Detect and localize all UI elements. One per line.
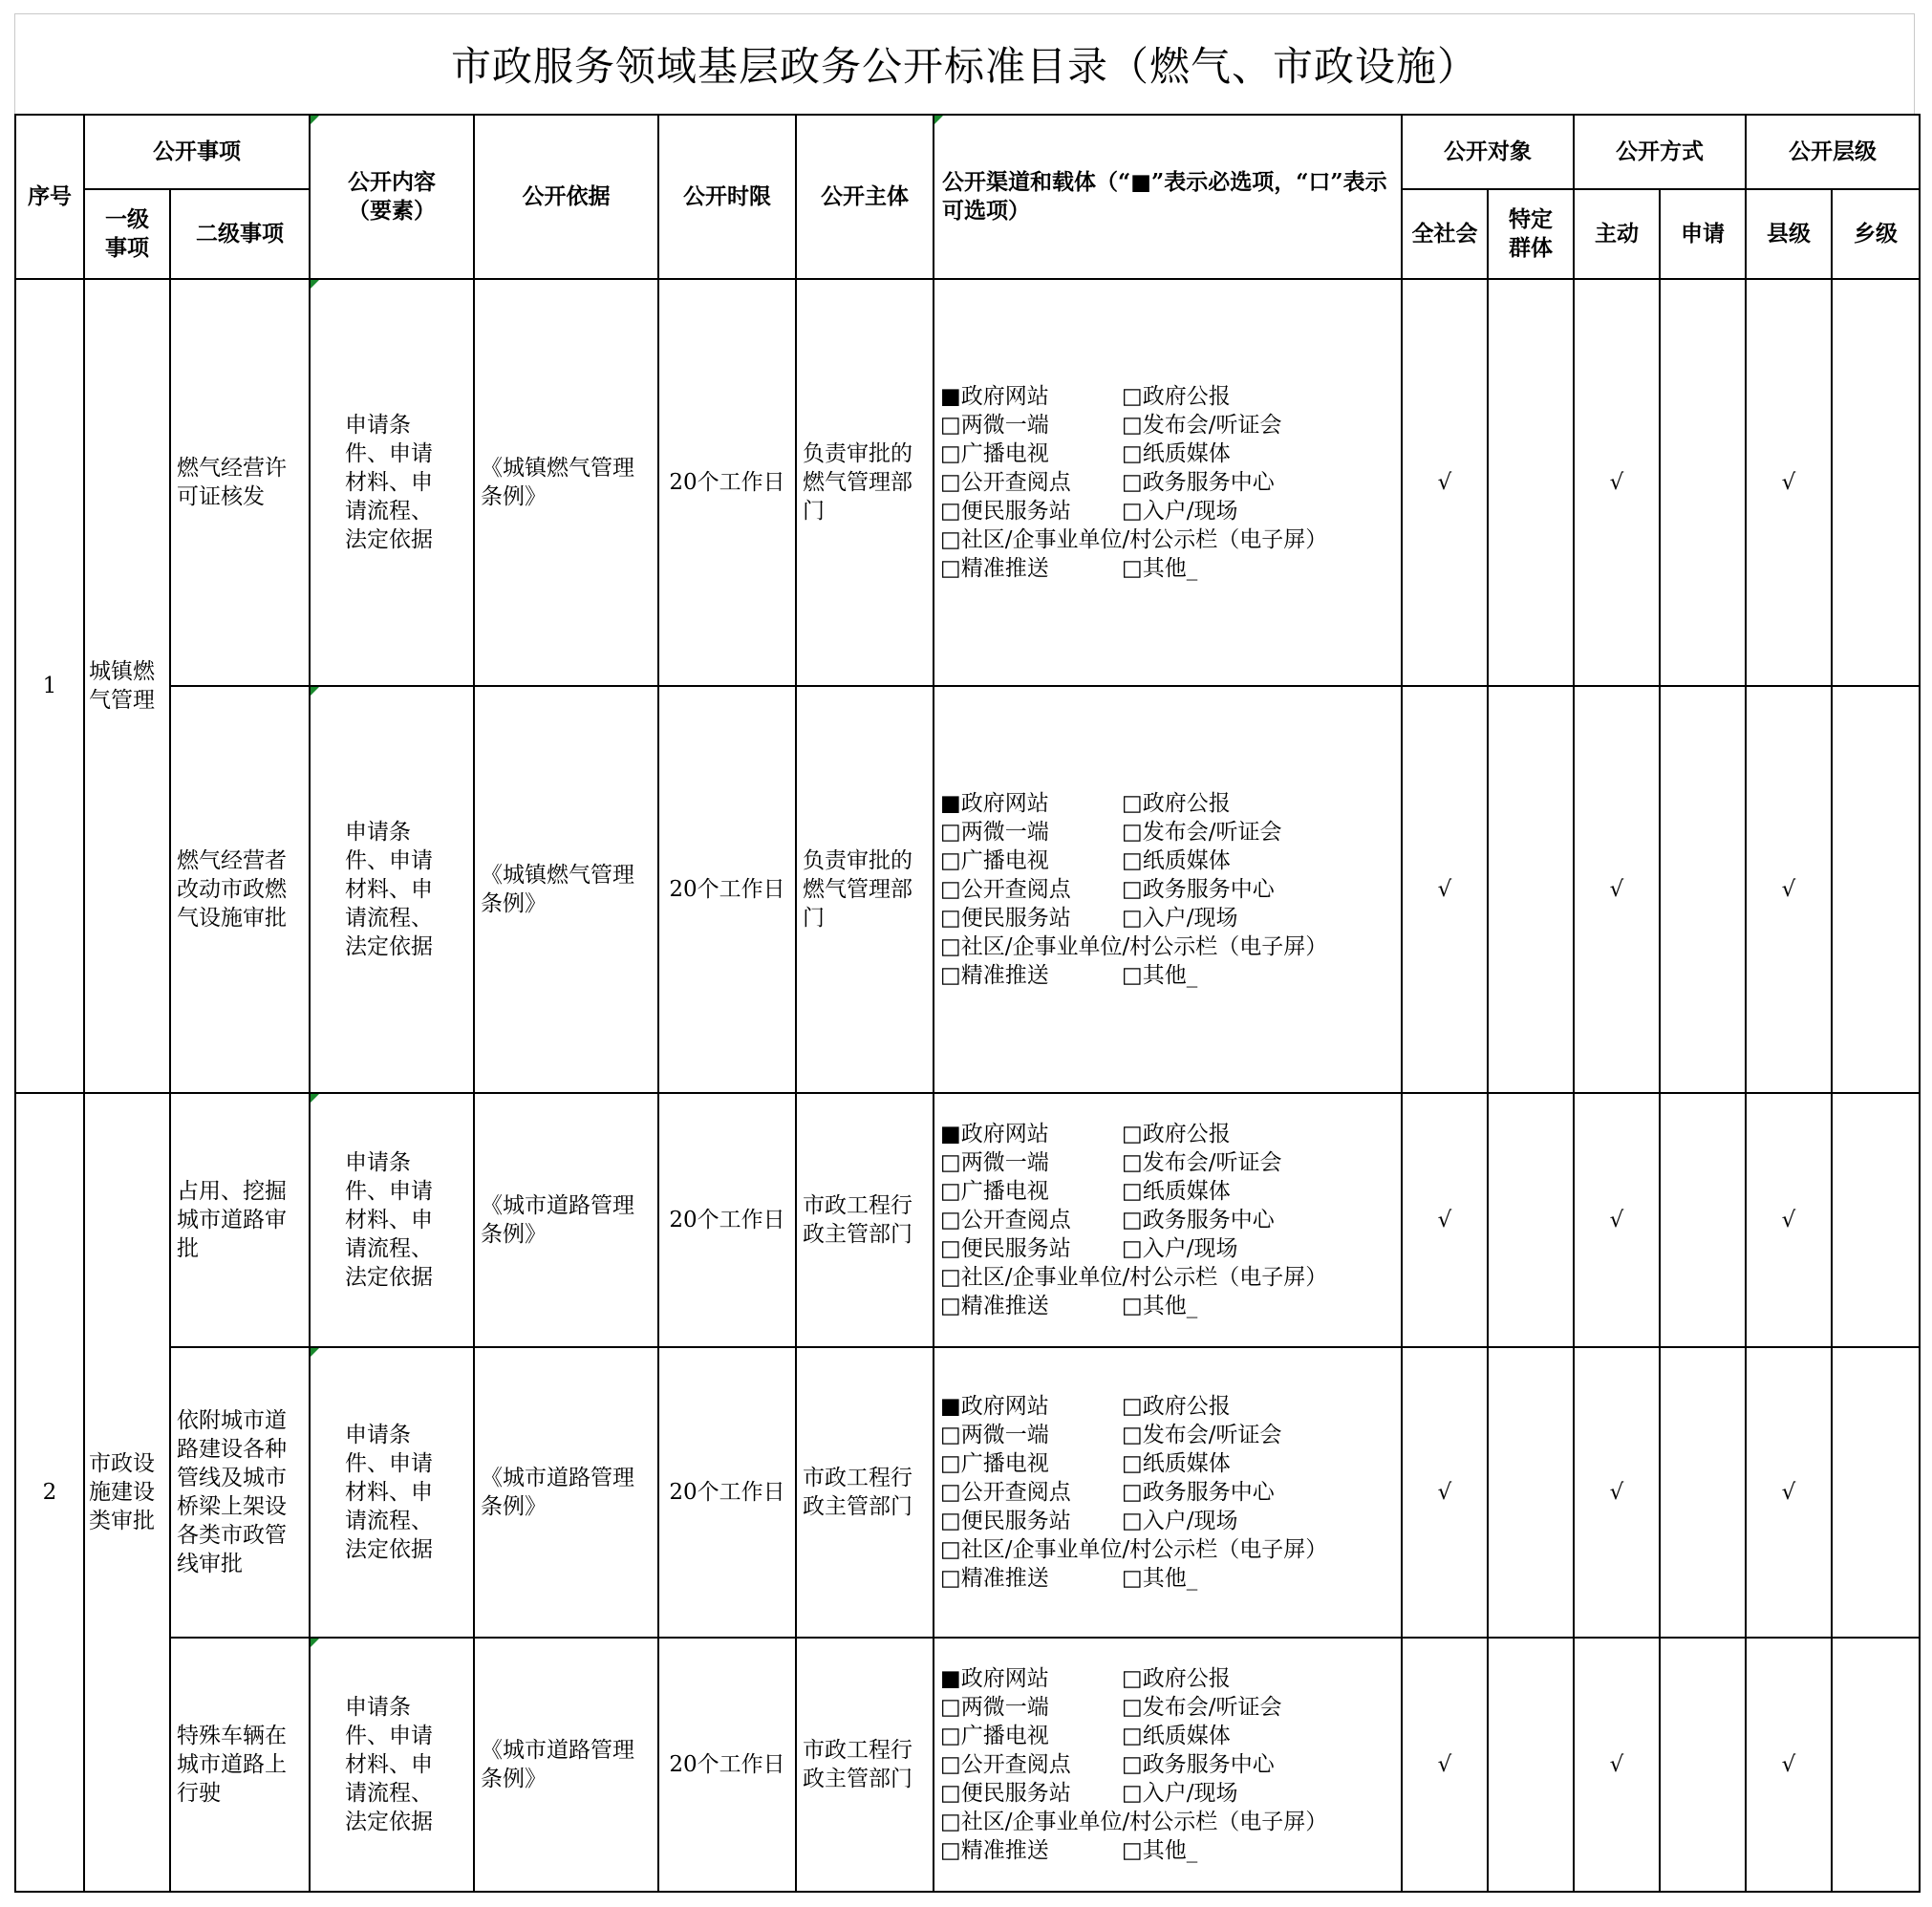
method-active-cell: √ [1574, 279, 1660, 686]
channel-option: □入户/现场 [1122, 1509, 1238, 1533]
level1-cell: 市政设施建设类审批 [84, 1093, 170, 1892]
header-content: 公开内容（要素） [310, 115, 474, 279]
header-subject: 公开主体 [796, 115, 934, 279]
channel-option: □纸质媒体 [1122, 1179, 1231, 1204]
channel-option: □精准推送 [940, 963, 1049, 988]
channel-option: □两微一端 [940, 1695, 1049, 1720]
time-limit-cell: 20个工作日 [658, 279, 796, 686]
channel-option: □发布会/听证会 [1122, 413, 1282, 438]
basis-cell: 《城镇燃气管理条例》 [474, 279, 658, 686]
target-group-cell [1488, 686, 1574, 1093]
table-row [15, 1638, 1920, 1892]
channel-line [940, 1478, 1395, 1507]
channel-option: □社区/企事业单位/村公示栏（电子屏） [940, 527, 1328, 552]
channel-option: □便民服务站 [940, 499, 1071, 524]
level2-cell: 特殊车辆在城市道路上行驶 [170, 1638, 310, 1892]
basis-cell: 《城市道路管理条例》 [474, 1093, 658, 1347]
channel-option: □纸质媒体 [1122, 1724, 1231, 1748]
channel-line [940, 904, 1395, 932]
channel-line [940, 1177, 1395, 1206]
channel-line [940, 961, 1395, 990]
level-town-cell [1832, 279, 1920, 686]
level2-cell: 占用、挖掘城市道路审批 [170, 1093, 310, 1347]
method-apply-cell [1660, 1093, 1746, 1347]
level-town-cell [1832, 1347, 1920, 1638]
channel-option: □入户/现场 [1122, 906, 1238, 931]
time-limit-cell: 20个工作日 [658, 1638, 796, 1892]
header-target: 公开对象 [1402, 115, 1574, 189]
channel-option: □政务服务中心 [1122, 1752, 1275, 1777]
channel-line [940, 875, 1395, 904]
channel-option: □公开查阅点 [940, 470, 1071, 495]
channel-line [940, 554, 1395, 583]
basis-cell: 《城市道路管理条例》 [474, 1347, 658, 1638]
header-basis: 公开依据 [474, 115, 658, 279]
channel-line [940, 1206, 1395, 1234]
channel-option: □两微一端 [940, 1150, 1049, 1175]
channels-cell [934, 279, 1402, 686]
level2-cell: 依附城市道路建设各种管线及城市桥梁上架设各类市政管线审批 [170, 1347, 310, 1638]
channel-option: □政府公报 [1122, 1122, 1231, 1146]
channel-option: □便民服务站 [940, 906, 1071, 931]
seq-cell: 2 [15, 1093, 84, 1892]
subject-cell: 市政工程行政主管部门 [796, 1638, 934, 1892]
channel-option: □公开查阅点 [940, 1208, 1071, 1232]
content-cell: 申请条件、申请材料、申请流程、法定依据 [310, 686, 474, 1093]
channel-option: □发布会/听证会 [1122, 1695, 1282, 1720]
channel-line [940, 1564, 1395, 1593]
header-level: 公开层级 [1746, 115, 1920, 189]
target-group-cell [1488, 1347, 1574, 1638]
channel-option: □社区/企事业单位/村公示栏（电子屏） [940, 1810, 1328, 1834]
header-target-group: 特定群体 [1488, 189, 1574, 279]
table-row [15, 1347, 1920, 1638]
channel-option: □发布会/听证会 [1122, 820, 1282, 845]
time-limit-cell: 20个工作日 [658, 1347, 796, 1638]
channel-line [940, 497, 1395, 525]
method-active-cell: √ [1574, 1093, 1660, 1347]
channel-line [940, 1507, 1395, 1535]
channel-line [940, 1263, 1395, 1292]
channel-line [940, 1750, 1395, 1779]
channel-option: □广播电视 [940, 1179, 1049, 1204]
header-time-limit: 公开时限 [658, 115, 796, 279]
channel-line [940, 1808, 1395, 1836]
header-level-town: 乡级 [1832, 189, 1920, 279]
content-cell: 申请条件、申请材料、申请流程、法定依据 [310, 279, 474, 686]
channel-option: □广播电视 [940, 1451, 1049, 1476]
channel-option: □纸质媒体 [1122, 441, 1231, 466]
channel-line [940, 1120, 1395, 1148]
method-apply-cell [1660, 1347, 1746, 1638]
level-county-cell: √ [1746, 279, 1832, 686]
channel-line [940, 846, 1395, 875]
channel-option: □政府公报 [1122, 384, 1231, 409]
table-row [15, 686, 1920, 1093]
time-limit-cell: 20个工作日 [658, 1093, 796, 1347]
channels-cell [934, 686, 1402, 1093]
content-cell: 申请条件、申请材料、申请流程、法定依据 [310, 1638, 474, 1892]
channel-line [940, 1836, 1395, 1865]
channel-option: □纸质媒体 [1122, 1451, 1231, 1476]
header-items: 公开事项 [84, 115, 310, 189]
channel-option: □精准推送 [940, 1838, 1049, 1863]
channel-option: □两微一端 [940, 1423, 1049, 1447]
channel-option: □纸质媒体 [1122, 848, 1231, 873]
channel-line [940, 818, 1395, 846]
channel-option: □公开查阅点 [940, 1480, 1071, 1505]
channel-option: □发布会/听证会 [1122, 1150, 1282, 1175]
level-county-cell: √ [1746, 686, 1832, 1093]
channel-option: □其他_ [1122, 1838, 1198, 1863]
channel-option: □精准推送 [940, 556, 1049, 581]
channel-option: □广播电视 [940, 1724, 1049, 1748]
header-method-apply: 申请 [1660, 189, 1746, 279]
channel-line [940, 439, 1395, 468]
level-town-cell [1832, 686, 1920, 1093]
level-county-cell: √ [1746, 1638, 1832, 1892]
target-group-cell [1488, 1093, 1574, 1347]
level-county-cell: √ [1746, 1347, 1832, 1638]
header-level1: 一级事项 [84, 189, 170, 279]
header-method-active: 主动 [1574, 189, 1660, 279]
channels-cell [934, 1638, 1402, 1892]
subject-cell: 负责审批的燃气管理部门 [796, 686, 934, 1093]
method-active-cell: √ [1574, 686, 1660, 1093]
header-level2: 二级事项 [170, 189, 310, 279]
channel-line [940, 525, 1395, 554]
channel-option: □社区/企事业单位/村公示栏（电子屏） [940, 1265, 1328, 1290]
channel-option: ■政府网站 [940, 1122, 1049, 1146]
channels-cell [934, 1347, 1402, 1638]
channel-option: □便民服务站 [940, 1509, 1071, 1533]
channel-option: ■政府网站 [940, 1666, 1049, 1691]
channel-line [940, 1392, 1395, 1421]
target-group-cell [1488, 1638, 1574, 1892]
watermark [1808, 1806, 1875, 1853]
header-level-county: 县级 [1746, 189, 1832, 279]
header-channels: 公开渠道和载体（“■”表示必选项，“口”表示可选项） [934, 115, 1402, 279]
channel-option: □政府公报 [1122, 1666, 1231, 1691]
channel-line [940, 1292, 1395, 1320]
channel-option: □两微一端 [940, 820, 1049, 845]
method-active-cell: √ [1574, 1347, 1660, 1638]
document-title: 市政服务领域基层政务公开标准目录（燃气、市政设施） [14, 13, 1915, 114]
channel-option: □其他_ [1122, 556, 1198, 581]
method-apply-cell [1660, 279, 1746, 686]
channel-line [940, 1664, 1395, 1693]
channel-option: □其他_ [1122, 963, 1198, 988]
content-cell: 申请条件、申请材料、申请流程、法定依据 [310, 1093, 474, 1347]
channel-option: □公开查阅点 [940, 1752, 1071, 1777]
basis-cell: 《城市道路管理条例》 [474, 1638, 658, 1892]
header-seq: 序号 [15, 115, 84, 279]
level2-cell: 燃气经营许可证核发 [170, 279, 310, 686]
channel-option: ■政府网站 [940, 384, 1049, 409]
time-limit-cell: 20个工作日 [658, 686, 796, 1093]
target-all-cell: √ [1402, 279, 1488, 686]
channel-option: □政府公报 [1122, 1394, 1231, 1419]
channel-option: ■政府网站 [940, 791, 1049, 816]
header-method: 公开方式 [1574, 115, 1746, 189]
channel-option: □政务服务中心 [1122, 1208, 1275, 1232]
content-cell: 申请条件、申请材料、申请流程、法定依据 [310, 1347, 474, 1638]
channel-line [940, 1449, 1395, 1478]
subject-cell: 市政工程行政主管部门 [796, 1347, 934, 1638]
channel-line [940, 1693, 1395, 1722]
table-row [15, 279, 1920, 686]
subject-cell: 市政工程行政主管部门 [796, 1093, 934, 1347]
channel-option: □入户/现场 [1122, 499, 1238, 524]
channel-option: □入户/现场 [1122, 1781, 1238, 1806]
target-all-cell: √ [1402, 1347, 1488, 1638]
basis-cell: 《城镇燃气管理条例》 [474, 686, 658, 1093]
channel-line [940, 382, 1395, 411]
channel-option: □两微一端 [940, 413, 1049, 438]
channel-option: □广播电视 [940, 848, 1049, 873]
channel-option: □政务服务中心 [1122, 470, 1275, 495]
target-group-cell [1488, 279, 1574, 686]
channel-line [940, 1779, 1395, 1808]
channel-line [940, 468, 1395, 497]
channel-option: □广播电视 [940, 441, 1049, 466]
channel-option: □政府公报 [1122, 791, 1231, 816]
channel-line [940, 1535, 1395, 1564]
channel-line [940, 1148, 1395, 1177]
level2-cell: 燃气经营者改动市政燃气设施审批 [170, 686, 310, 1093]
header-target-all: 全社会 [1402, 189, 1488, 279]
seq-cell: 1 [15, 279, 84, 1093]
catalog-table [14, 114, 1921, 1893]
target-all-cell: √ [1402, 1093, 1488, 1347]
channel-option: ■政府网站 [940, 1394, 1049, 1419]
channel-option: □公开查阅点 [940, 877, 1071, 902]
channel-line [940, 411, 1395, 439]
channel-option: □精准推送 [940, 1294, 1049, 1318]
channel-option: □社区/企事业单位/村公示栏（电子屏） [940, 1537, 1328, 1562]
channel-option: □发布会/听证会 [1122, 1423, 1282, 1447]
channel-option: □政务服务中心 [1122, 877, 1275, 902]
channel-option: □便民服务站 [940, 1781, 1071, 1806]
channel-line [940, 789, 1395, 818]
method-apply-cell [1660, 686, 1746, 1093]
channel-option: □精准推送 [940, 1566, 1049, 1591]
channel-line [940, 1722, 1395, 1750]
channel-line [940, 1234, 1395, 1263]
channels-cell [934, 1093, 1402, 1347]
method-apply-cell [1660, 1638, 1746, 1892]
subject-cell: 负责审批的燃气管理部门 [796, 279, 934, 686]
target-all-cell: √ [1402, 686, 1488, 1093]
channel-option: □入户/现场 [1122, 1236, 1238, 1261]
channel-option: □政务服务中心 [1122, 1480, 1275, 1505]
channel-option: □便民服务站 [940, 1236, 1071, 1261]
target-all-cell: √ [1402, 1638, 1488, 1892]
channel-option: □其他_ [1122, 1294, 1198, 1318]
table-row [15, 1093, 1920, 1347]
level1-cell: 城镇燃气管理 [84, 279, 170, 1093]
level-town-cell [1832, 1093, 1920, 1347]
level-town-cell [1832, 1638, 1920, 1892]
channel-line [940, 1421, 1395, 1449]
channel-option: □社区/企事业单位/村公示栏（电子屏） [940, 934, 1328, 959]
method-active-cell: √ [1574, 1638, 1660, 1892]
level-county-cell: √ [1746, 1093, 1832, 1347]
channel-line [940, 932, 1395, 961]
channel-option: □其他_ [1122, 1566, 1198, 1591]
